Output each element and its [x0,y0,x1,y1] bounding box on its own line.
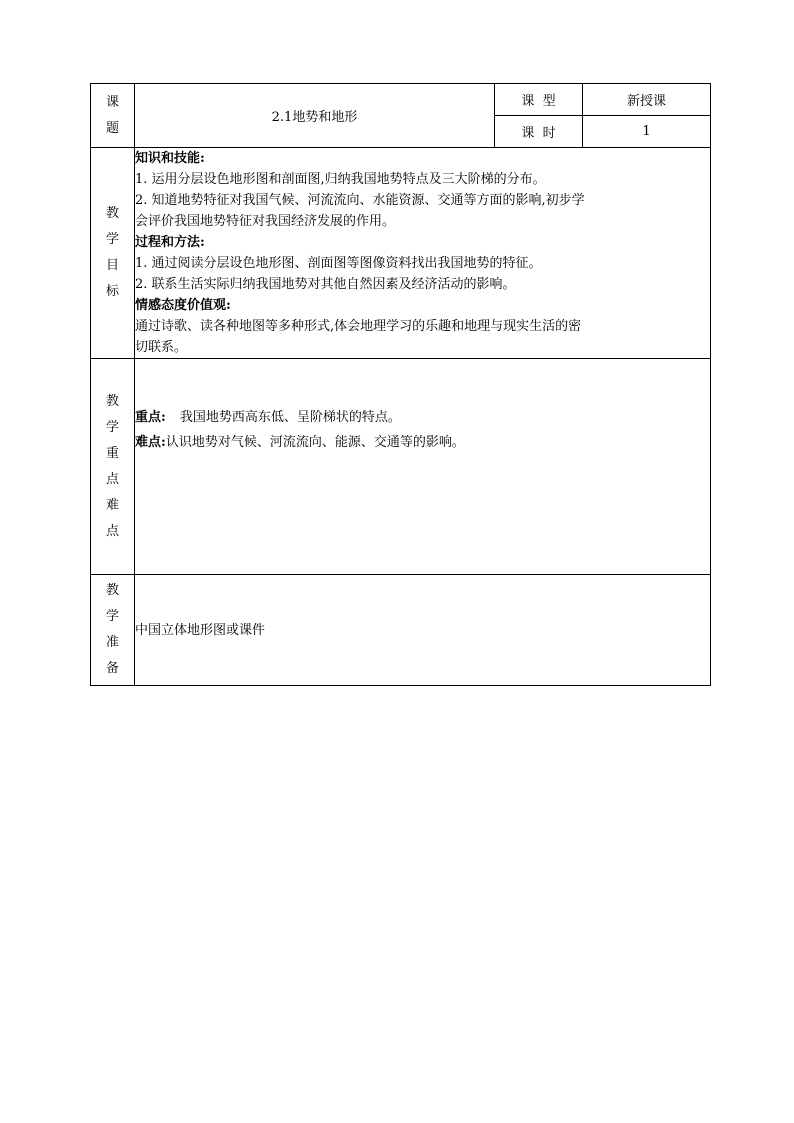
goals-label-char: 标 [105,284,119,299]
preparation-label [91,575,135,686]
goals-row [91,148,711,359]
key-label-char: 点 [105,523,119,539]
goals-heading-attitude: 情感态度价值观: [135,298,231,313]
lesson-plan-table [90,83,711,686]
difficult-point-label: 难点: [135,435,166,450]
course-type-value: 新授课 [583,84,711,116]
goals-line: 会评价我国地势特征对我国经济发展的作用。 [135,214,396,229]
header-row-1 [91,84,711,116]
key-label-char: 重 [105,445,119,461]
difficult-point-text: 认识地势对气候、河流流向、能源、交通等的影响。 [165,435,465,450]
prep-label-char: 教 [105,583,119,598]
key-point-line [135,407,710,428]
key-points-row [91,359,711,575]
key-point-text: 我国地势西高东低、呈阶梯状的特点。 [179,410,401,425]
goals-heading-knowledge: 知识和技能: [135,151,205,166]
key-label-char: 点 [105,471,119,487]
goals-line: 通过诗歌、读各种地图等多种形式,体会地理学习的乐趣和地理与现实生活的密 [135,319,582,334]
goals-label-char: 目 [105,258,119,273]
goals-content [135,148,711,359]
difficult-point-line [135,432,710,453]
goals-label-char: 学 [105,232,119,247]
course-type-label: 课 型 [495,84,583,116]
goals-line: 1. 运用分层设色地形图和剖面图,归纳我国地势特点及三大阶梯的分布。 [135,172,546,187]
preparation-row [91,575,711,686]
goals-heading-process: 过程和方法: [135,235,205,250]
goals-line: 2. 联系生活实际归纳我国地势对其他自然因素及经济活动的影响。 [135,277,516,292]
lesson-title: 2.1地势和地形 [135,84,495,148]
period-label: 课 时 [495,116,583,148]
key-label-char: 学 [105,419,119,435]
goals-line: 1. 通过阅读分层设色地形图、剖面图等图像资料找出我国地势的特征。 [135,256,542,271]
prep-label-char: 学 [105,609,119,624]
topic-label-char: 题 [105,120,119,136]
prep-label-char: 备 [105,661,119,676]
topic-label-char: 课 [105,94,119,110]
topic-label [91,84,135,148]
prep-label-char: 准 [105,635,119,650]
goals-line: 2. 知道地势特征对我国气候、河流流向、水能资源、交通等方面的影响,初步学 [135,193,585,208]
key-label-char: 难 [105,497,119,513]
preparation-content: 中国立体地形图或课件 [135,575,711,686]
key-points-label [91,359,135,575]
key-label-char: 教 [105,393,119,409]
goals-line: 切联系。 [135,340,188,355]
key-point-label: 重点: [135,410,166,425]
goals-label [91,148,135,359]
goals-label-char: 教 [105,206,119,221]
key-points-content [135,359,711,575]
period-value: 1 [583,116,711,148]
